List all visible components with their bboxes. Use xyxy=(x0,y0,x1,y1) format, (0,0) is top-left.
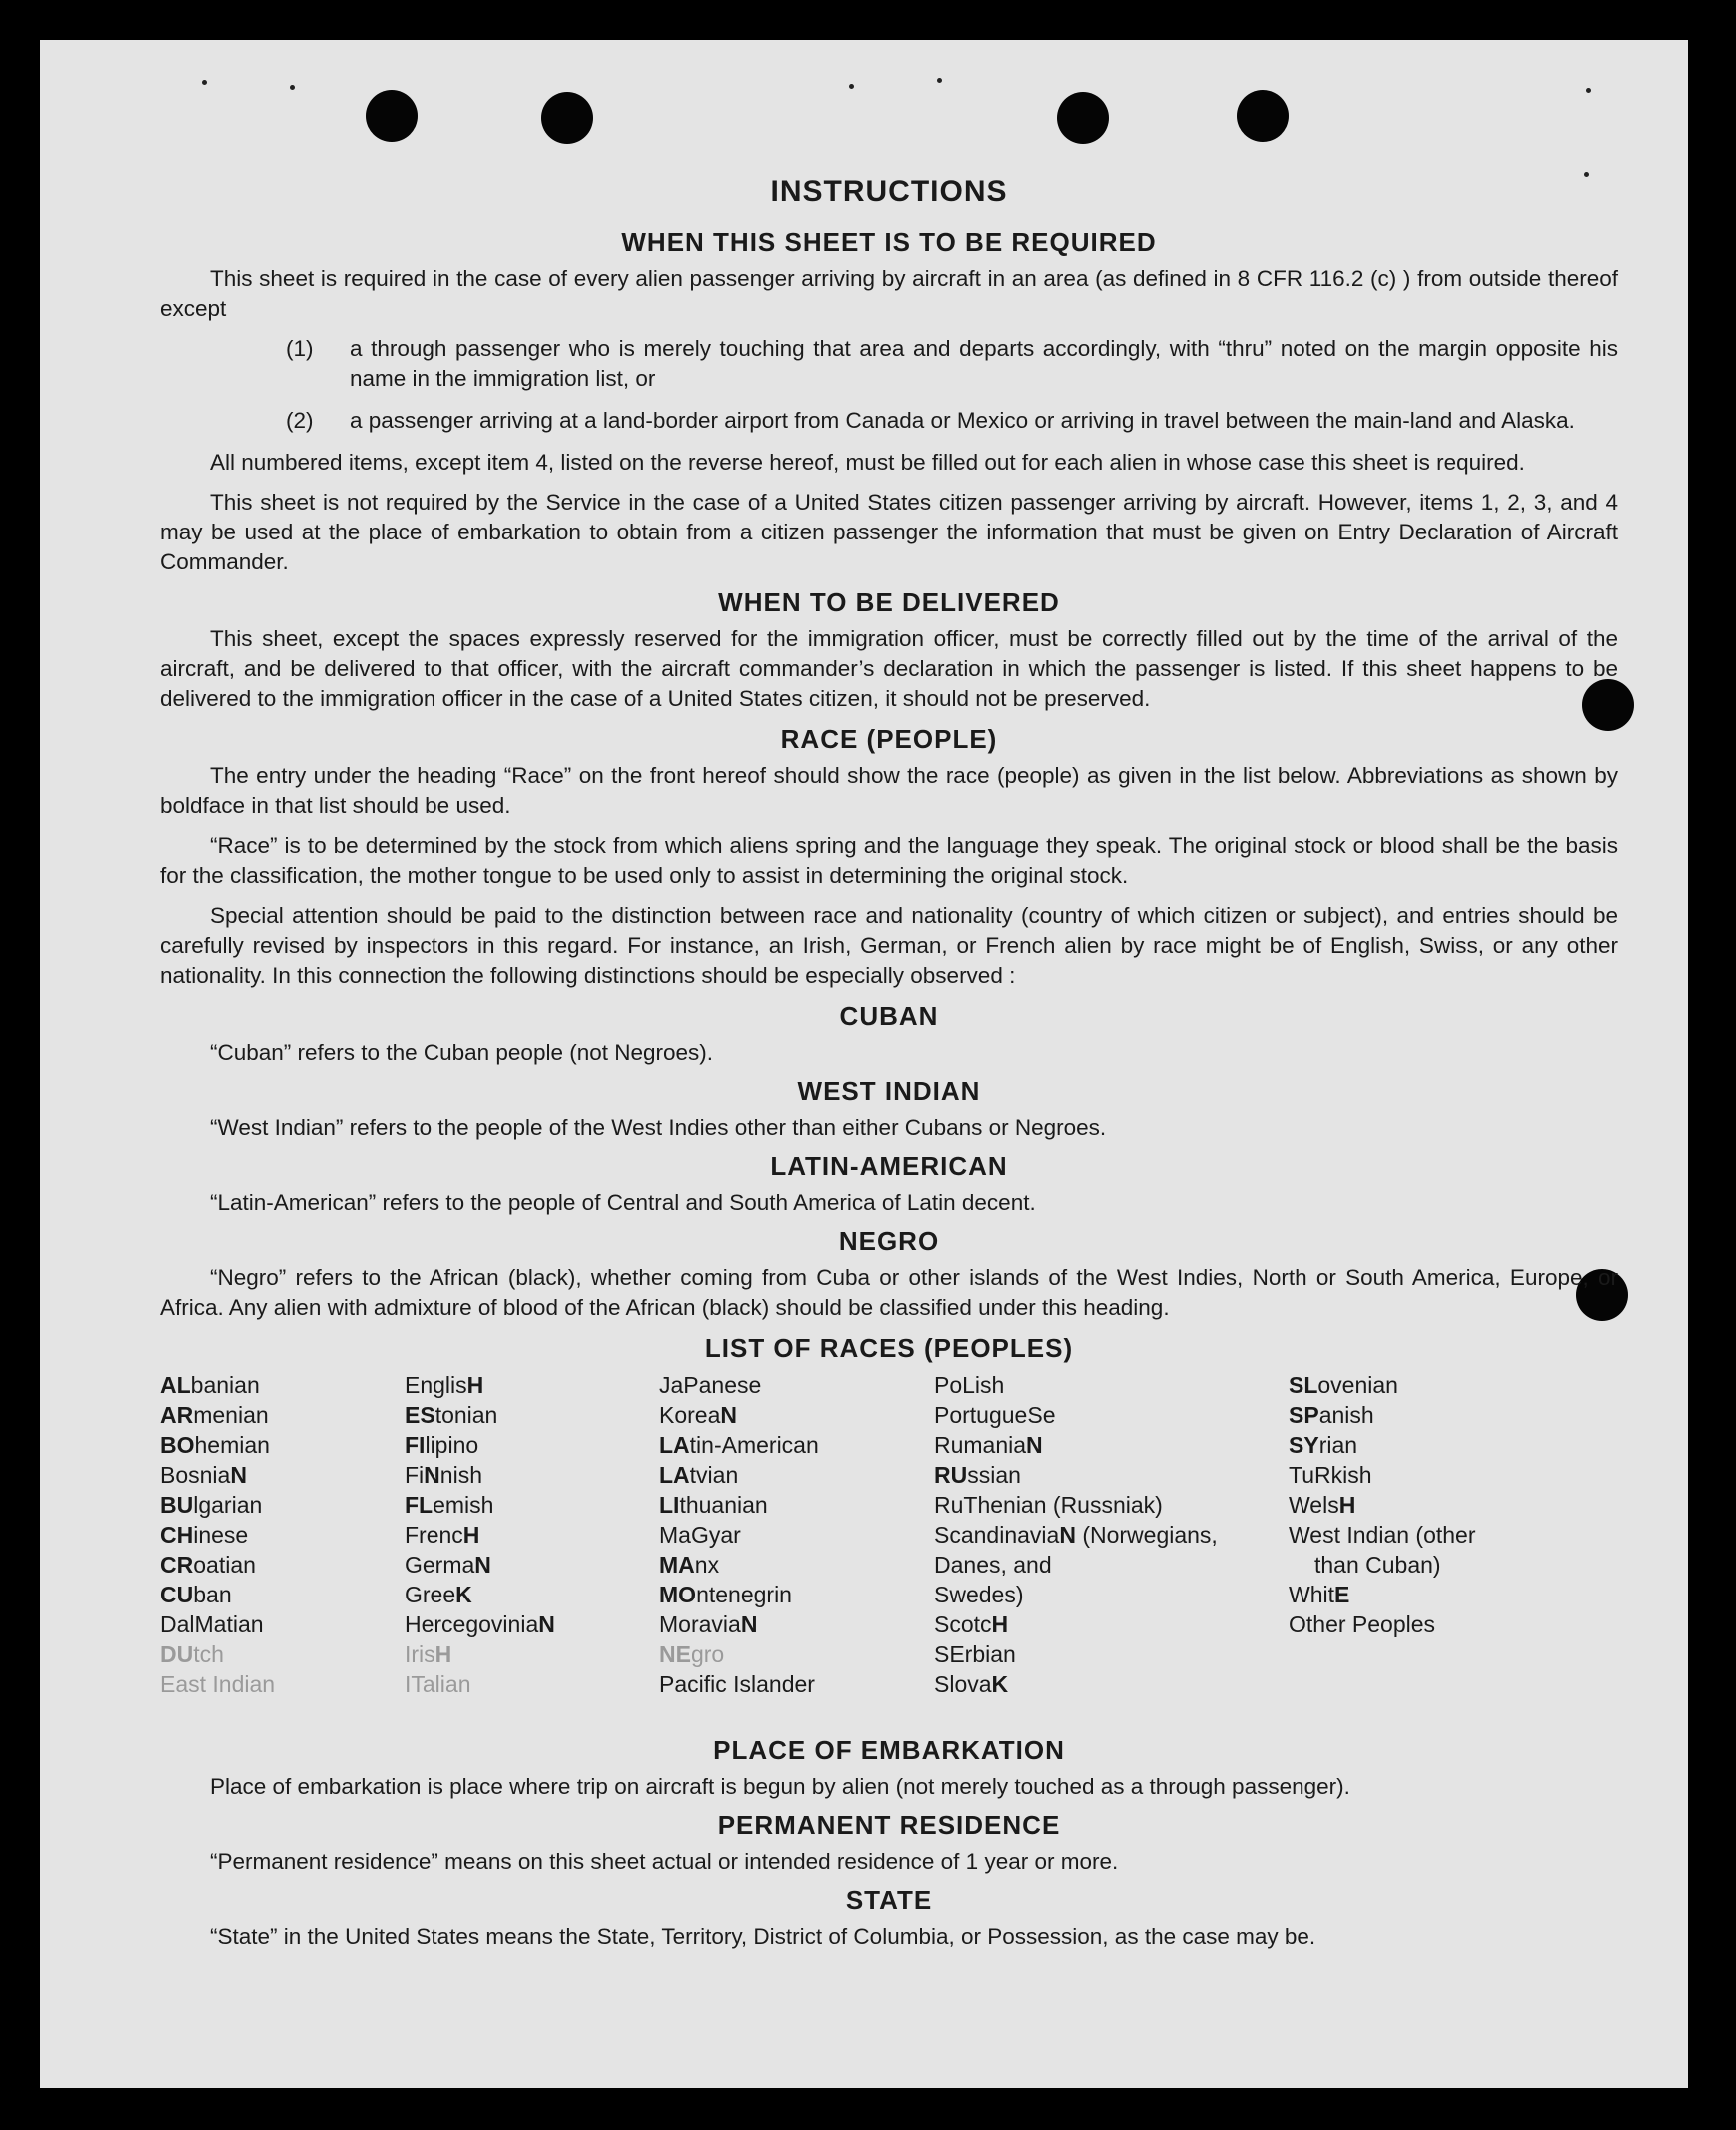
race-entry: PortugueSe xyxy=(934,1402,1056,1428)
race-entry: West Indian (other xyxy=(1289,1522,1476,1548)
section-heading-latin-american: LATIN-AMERICAN xyxy=(770,1151,1008,1181)
race-entry: CRoatian xyxy=(160,1552,256,1578)
race-entry: RUssian xyxy=(934,1462,1021,1488)
west-indian-definition: “West Indian” refers to the people of the West Indies other than either Cubans or Negroes. xyxy=(210,1115,1107,1140)
race-entry: WelsH xyxy=(1289,1492,1356,1518)
latin-american-definition: “Latin-American” refers to the people of Central and South America of Latin decent. xyxy=(210,1190,1036,1215)
race-entry: SPanish xyxy=(1289,1402,1374,1428)
item-text: a passenger arriving at a land-border airport from Canada or Mexico or arriving in travel between the main-land and Alaska. xyxy=(350,408,1575,433)
race-entry: GreeK xyxy=(405,1582,472,1607)
race-entry: MAnx xyxy=(659,1552,720,1578)
list-item xyxy=(286,406,1618,436)
race-entry: DalMatian xyxy=(160,1611,264,1637)
exceptions-list xyxy=(160,334,1618,436)
required-paragraph: This sheet is not required by the Service in the case of a United States citizen passenger arriving by aircraft. However, items 1, 2, 3, and 4 may be used at the place of embarkation to obtain from a citizen passenger the information that must be given on Entry Declaration of Aircraft Commander. xyxy=(160,490,1618,574)
race-entry: East Indian xyxy=(160,1671,276,1697)
section-heading-west-indian: WEST INDIAN xyxy=(797,1076,981,1106)
paper-speck xyxy=(937,78,942,83)
section-heading-residence: PERMANENT RESIDENCE xyxy=(717,1810,1061,1840)
paper-speck xyxy=(290,85,295,90)
negro-definition: “Negro” refers to the African (black), whether coming from Cuba or other islands of the West Indies, North or South America, Europe, or Africa. Any alien with admixture of blood of the African (black) should be classified under this heading. xyxy=(160,1265,1618,1320)
race-entry: FIlipino xyxy=(405,1432,479,1458)
section-heading-cuban: CUBAN xyxy=(839,1001,939,1031)
race-entry: TuRkish xyxy=(1289,1462,1372,1488)
residence-definition: “Permanent residence” means on this sheet actual or intended residence of 1 year or more. xyxy=(210,1849,1119,1874)
race-entry: than Cuban) xyxy=(1314,1552,1441,1578)
race-entry: MaGyar xyxy=(659,1522,741,1548)
race-entry: EnglisH xyxy=(405,1372,484,1398)
race-entry: Other Peoples xyxy=(1289,1611,1436,1637)
paper-speck xyxy=(202,80,207,85)
punch-hole xyxy=(541,92,593,144)
race-entry: FiNnish xyxy=(405,1462,482,1488)
race-entry: MoraviaN xyxy=(659,1611,758,1637)
item-number: (1) xyxy=(286,336,314,361)
race-column xyxy=(934,1370,1218,1699)
item-number: (2) xyxy=(286,408,314,433)
race-entry: HercegoviniaN xyxy=(405,1611,555,1637)
instructions-body xyxy=(160,175,1618,1960)
section-heading-state: STATE xyxy=(845,1885,933,1915)
race-entry: PoLish xyxy=(934,1372,1005,1398)
race-entry: CHinese xyxy=(160,1522,249,1548)
cuban-definition: “Cuban” refers to the Cuban people (not Negroes). xyxy=(210,1040,714,1065)
race-entry: FLemish xyxy=(405,1492,494,1518)
race-entry: Pacific Islander xyxy=(659,1671,815,1697)
race-column xyxy=(1289,1370,1476,1639)
race-entry: SYrian xyxy=(1289,1432,1358,1458)
race-entry: JaPanese xyxy=(659,1372,762,1398)
section-heading-embarkation: PLACE OF EMBARKATION xyxy=(713,1735,1065,1765)
race-entry: LAtin-American xyxy=(659,1432,819,1458)
punch-hole xyxy=(1237,90,1289,142)
race-entry: ScotcH xyxy=(934,1611,1009,1637)
document-page xyxy=(40,40,1688,2088)
race-entry: ScandinaviaN (Norwegians, xyxy=(934,1522,1218,1548)
race-entry: ALbanian xyxy=(160,1372,260,1398)
state-definition: “State” in the United States means the State, Territory, District of Columbia, or Possession, as the case may be. xyxy=(210,1924,1316,1949)
race-entry: IrisH xyxy=(405,1641,452,1667)
delivered-paragraph: This sheet, except the spaces expressly reserved for the immigration officer, must be correctly filled out by the time of the arrival of the aircraft, and be delivered to that officer, with the aircraft commander’s declaration in which the passenger is listed. If this sheet happens to be delivered to the immigration officer in the case of a United States citizen, it should not be preserved. xyxy=(160,626,1618,711)
race-entry: SlovaK xyxy=(934,1671,1009,1697)
race-entry: KoreaN xyxy=(659,1402,737,1428)
race-paragraph: Special attention should be paid to the distinction between race and nationality (country of which citizen or subject), and entries should be carefully revised by inspectors in this regard. For instance, an Irish, German, or French alien by race might be of English, Swiss, or any other nationality. In this connection the following distinctions should be especially observed : xyxy=(160,903,1618,988)
punch-hole xyxy=(1057,92,1109,144)
race-entry: RuThenian (Russniak) xyxy=(934,1492,1163,1518)
race-entry: SErbian xyxy=(934,1641,1016,1667)
race-entry: SLovenian xyxy=(1289,1372,1398,1398)
race-entry: GermaN xyxy=(405,1552,491,1578)
race-entry: BUlgarian xyxy=(160,1492,263,1518)
race-entry: MOntenegrin xyxy=(659,1582,792,1607)
race-entry: CUban xyxy=(160,1582,232,1607)
section-heading-race-list: LIST OF RACES (PEOPLES) xyxy=(704,1333,1074,1363)
race-paragraph: The entry under the heading “Race” on the front hereof should show the race (people) as given in the list below. Abbreviations as shown by boldface in that list should be used. xyxy=(160,763,1618,818)
page-title: INSTRUCTIONS xyxy=(770,175,1008,208)
race-entry: Danes, and xyxy=(934,1552,1052,1578)
section-heading-delivered: WHEN TO BE DELIVERED xyxy=(718,587,1060,617)
required-intro: This sheet is required in the case of every alien passenger arriving by aircraft in an area (as defined in 8 CFR 116.2 (c) ) from outside thereof except xyxy=(160,266,1618,321)
race-column xyxy=(160,1370,275,1699)
race-entry: LIthuanian xyxy=(659,1492,768,1518)
race-entry: DUtch xyxy=(160,1641,224,1667)
list-item xyxy=(286,334,1618,394)
embarkation-definition: Place of embarkation is place where trip on aircraft is begun by alien (not merely touched as a through passenger). xyxy=(210,1774,1350,1799)
race-entry: BOhemian xyxy=(160,1432,270,1458)
race-entry: LAtvian xyxy=(659,1462,739,1488)
race-entry: FrencH xyxy=(405,1522,480,1548)
race-list xyxy=(160,1370,1618,1729)
section-heading-race: RACE (PEOPLE) xyxy=(780,724,998,754)
section-heading-negro: NEGRO xyxy=(838,1226,940,1256)
paper-speck xyxy=(849,84,854,89)
section-heading-required: WHEN THIS SHEET IS TO BE REQUIRED xyxy=(621,227,1157,257)
race-entry: ARmenian xyxy=(160,1402,269,1428)
race-entry: ITalian xyxy=(405,1671,471,1697)
race-entry: RumaniaN xyxy=(934,1432,1043,1458)
punch-hole xyxy=(366,90,418,142)
race-column xyxy=(405,1370,555,1699)
item-text: a through passenger who is merely touching that area and departs accordingly, with “thru” noted on the margin opposite his name in the immigration list, or xyxy=(350,336,1618,391)
race-entry: WhitE xyxy=(1289,1582,1350,1607)
race-entry: NEgro xyxy=(659,1641,725,1667)
paper-speck xyxy=(1586,88,1591,93)
required-paragraph: All numbered items, except item 4, listed on the reverse hereof, must be filled out for each alien in whose case this sheet is required. xyxy=(210,450,1525,475)
race-entry: Swedes) xyxy=(934,1582,1024,1607)
race-entry: EStonian xyxy=(405,1402,498,1428)
race-paragraph: “Race” is to be determined by the stock from which aliens spring and the language they speak. The original stock or blood shall be the basis for the classification, the mother tongue to be used only to assist in determining the original stock. xyxy=(160,833,1618,888)
race-column xyxy=(659,1370,819,1699)
race-entry: BosniaN xyxy=(160,1462,247,1488)
